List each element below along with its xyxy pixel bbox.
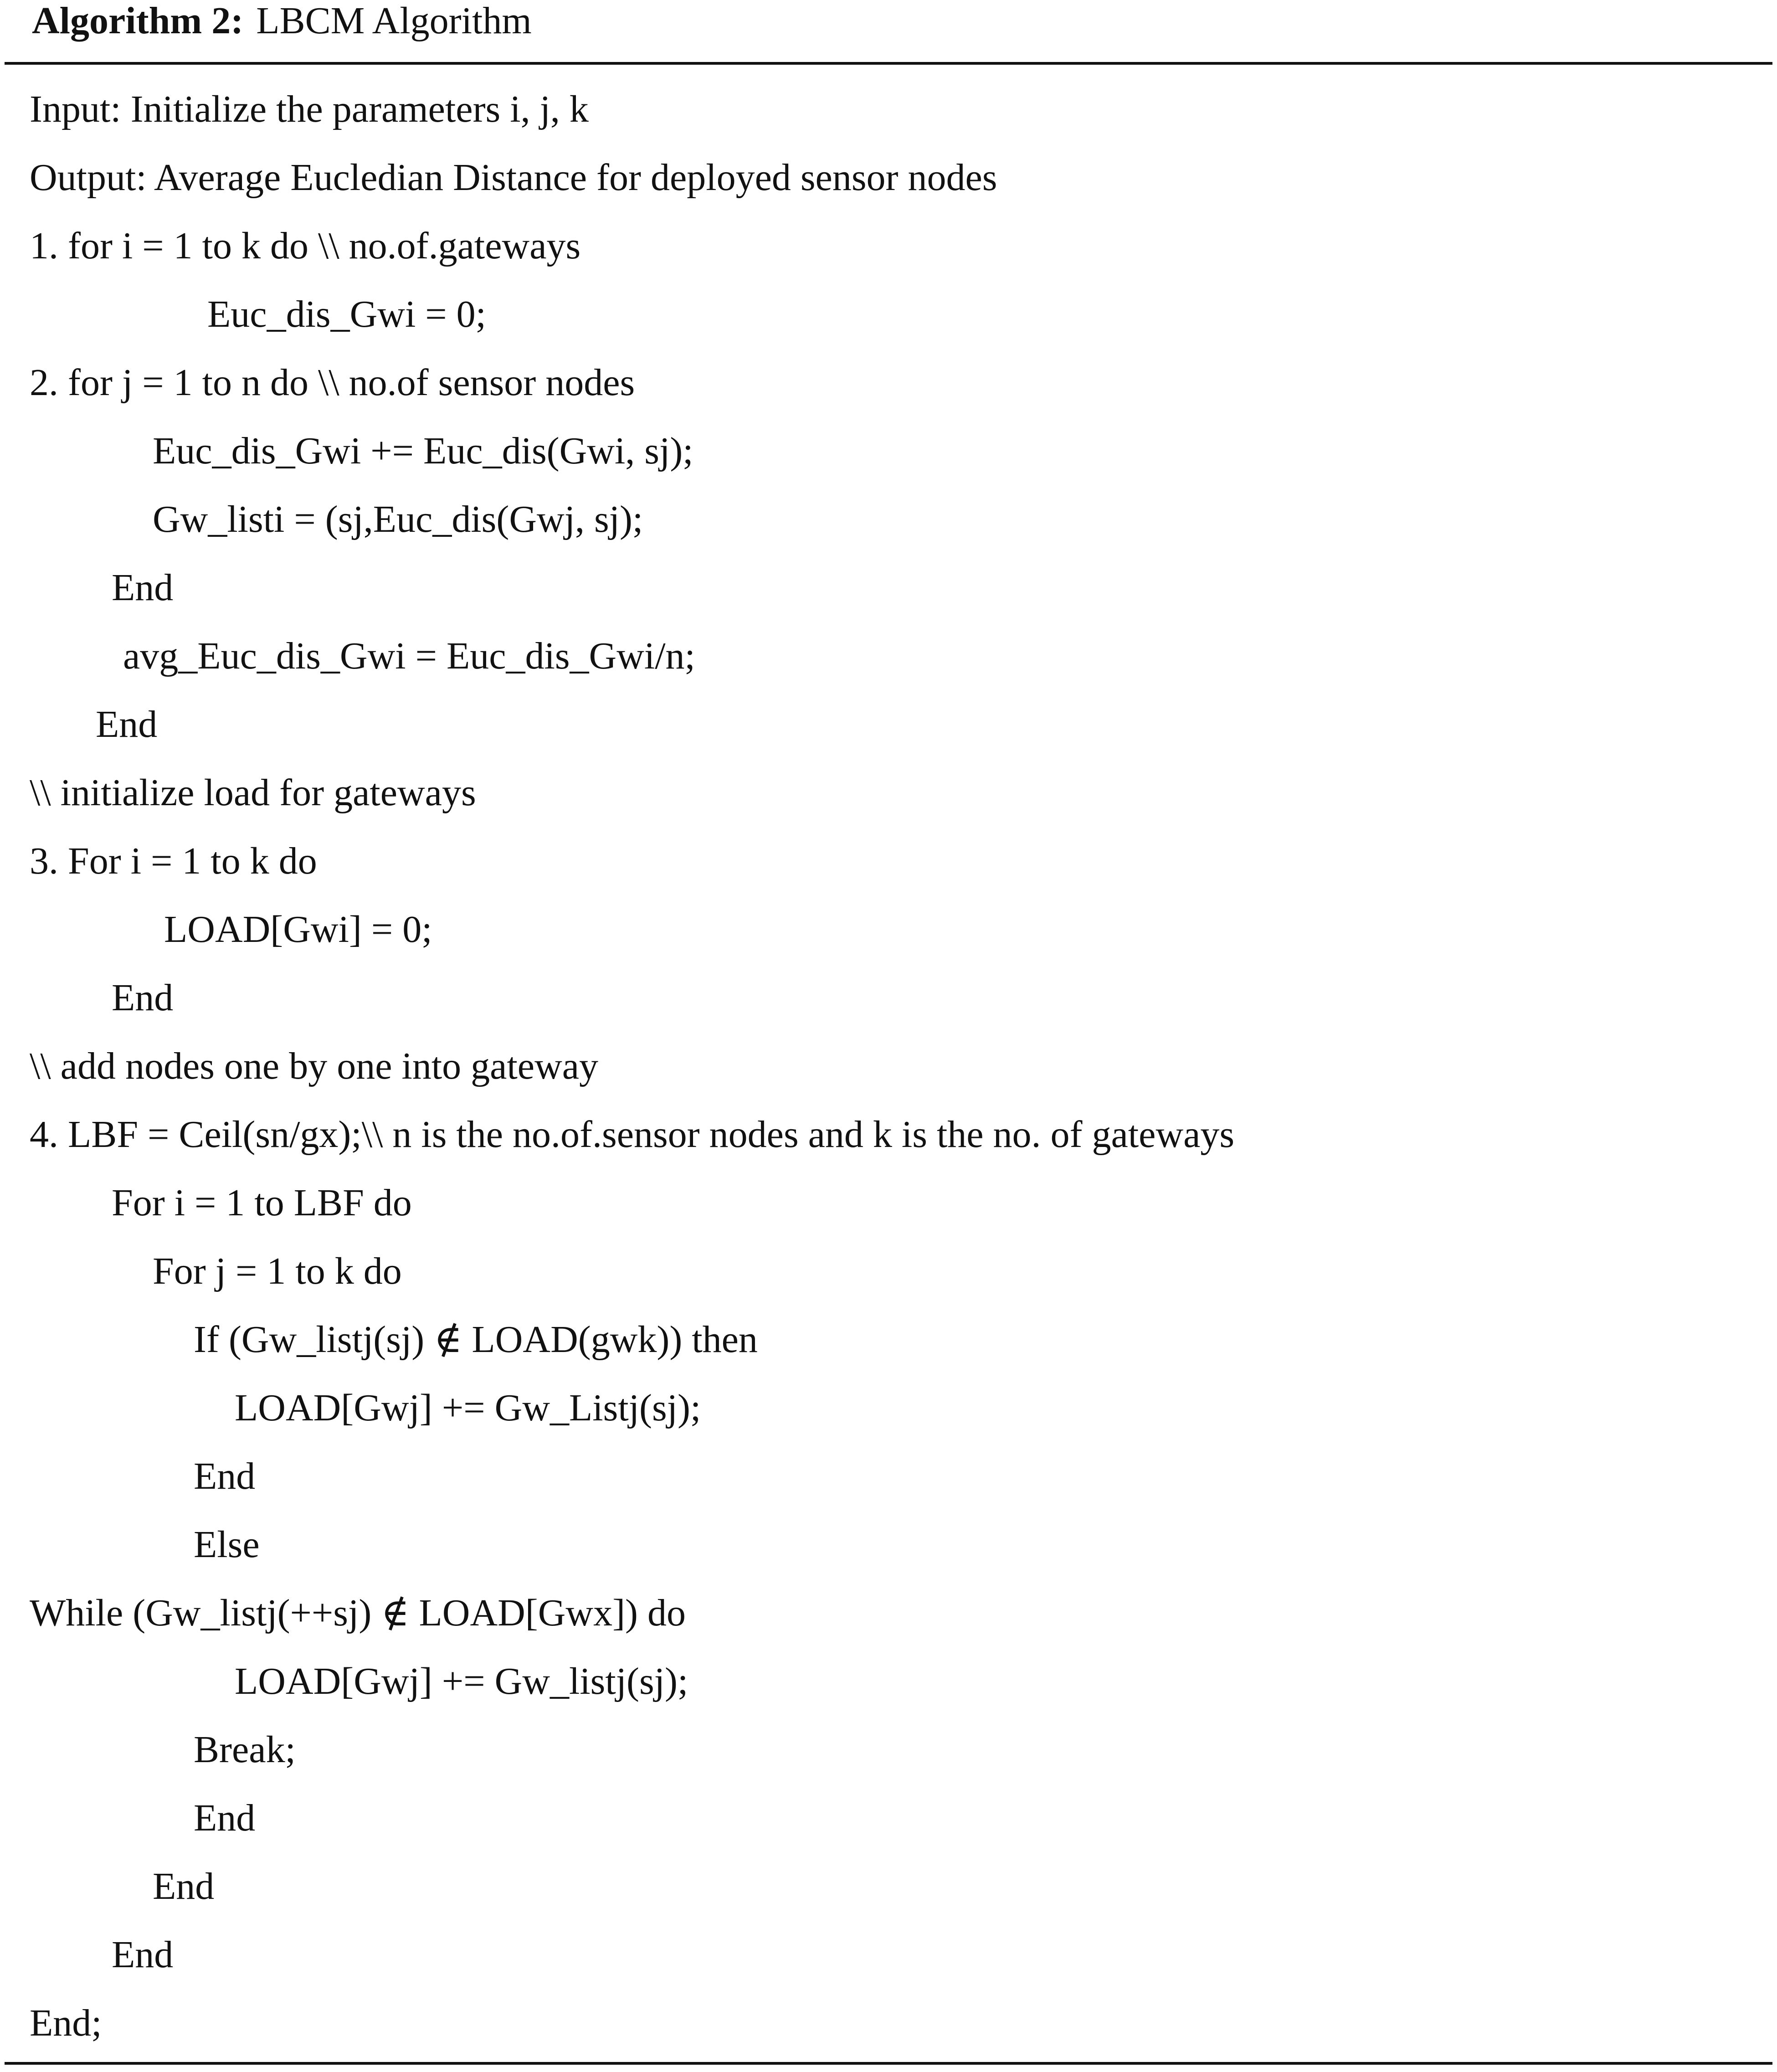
top-rule [5, 62, 1772, 65]
code-line-input: Input: Initialize the parameters i, j, k [30, 88, 589, 130]
bottom-rule [5, 2062, 1772, 2065]
code-line: LOAD[Gwj] += Gw_Listj(sj); [235, 1387, 701, 1429]
algorithm-label: Algorithm 2: [32, 0, 244, 42]
code-line: End [194, 1797, 256, 1839]
code-line: Gw_listi = (sj,Euc_dis(Gwj, sj); [153, 498, 643, 540]
code-line: End [112, 977, 174, 1019]
code-line: avg_Euc_dis_Gwi = Euc_dis_Gwi/n; [123, 635, 695, 677]
code-line: End [112, 566, 174, 609]
code-line: Euc_dis_Gwi = 0; [207, 293, 486, 335]
code-line: Else [194, 1523, 260, 1566]
code-line: LOAD[Gwi] = 0; [164, 908, 432, 951]
code-line: End [194, 1455, 256, 1497]
code-comment: \\ initialize load for gateways [30, 771, 476, 814]
code-line: End [153, 1865, 215, 1907]
code-line: 2. for j = 1 to n do \\ no.of sensor nodes [30, 361, 635, 404]
algorithm-title [32, 0, 532, 46]
code-line: For i = 1 to LBF do [112, 1182, 412, 1224]
code-line: LOAD[Gwj] += Gw_listj(sj); [235, 1660, 688, 1702]
code-line: While (Gw_listj(++sj) ∉ LOAD[Gwx]) do [30, 1592, 686, 1634]
code-line: End; [30, 2002, 102, 2044]
code-line: End [112, 1933, 174, 1976]
code-line-output: Output: Average Eucledian Distance for deployed sensor nodes [30, 156, 997, 199]
code-line: 3. For i = 1 to k do [30, 840, 317, 882]
code-line: For j = 1 to k do [153, 1250, 402, 1292]
algorithm-name: LBCM Algorithm [256, 0, 532, 42]
code-line: Break; [194, 1728, 296, 1771]
code-line: End [96, 703, 158, 746]
code-line: 1. for i = 1 to k do \\ no.of.gateways [30, 225, 581, 267]
code-line: 4. LBF = Ceil(sn/gx);\\ n is the no.of.sensor nodes and k is the no. of gateways [30, 1113, 1235, 1156]
code-comment: \\ add nodes one by one into gateway [30, 1045, 599, 1087]
code-line: If (Gw_listj(sj) ∉ LOAD(gwk)) then [194, 1318, 758, 1361]
code-line: Euc_dis_Gwi += Euc_dis(Gwi, sj); [153, 430, 693, 472]
